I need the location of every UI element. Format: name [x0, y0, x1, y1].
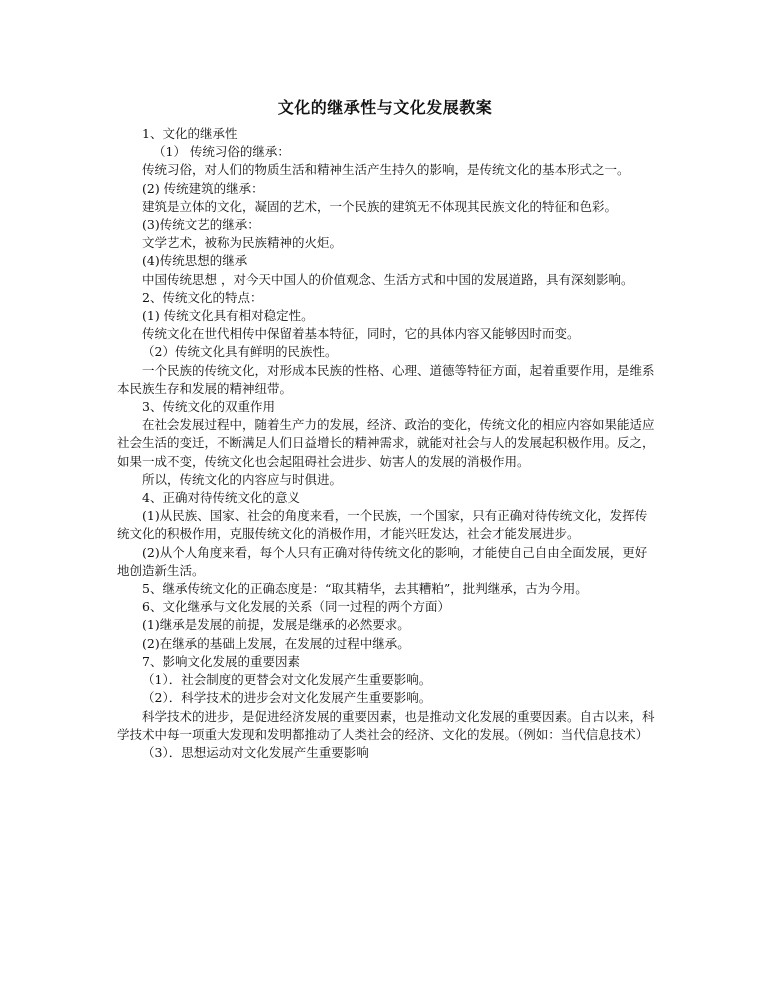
- paragraph: 4、正确对待传统文化的意义: [142, 490, 300, 506]
- paragraph: (2)在继承的基础上发展，在发展的过程中继承。: [142, 635, 410, 651]
- paragraph: 5、继承传统文化的正确态度是：“取其精华，去其糟粕”，批判继承，古为今用。: [142, 581, 588, 597]
- paragraph: 在社会发展过程中，随着生产力的发展，经济、政治的变化，传统文化的相应内容如果能适应社会生活的变迁，不断满足人们日益增长的精神需求，就能对社会与人的发展起积极作用。反之，如果一成不变，传统文化也会起阻碍社会进步、妨害人的发展的消极作用。: [117, 417, 655, 469]
- paragraph: 传统文化在世代相传中保留着基本特征，同时，它的具体内容又能够因时而变。: [142, 326, 580, 342]
- paragraph: (1)从民族、国家、社会的角度来看，一个民族，一个国家，只有正确对待传统文化，发挥传统文化的积极作用，克服传统文化的消极作用，才能兴旺发达，社会才能发展进步。: [117, 508, 648, 542]
- paragraph: 科学技术的进步，是促进经济发展的重要因素，也是推动文化发展的重要因素。自古以来，科学技术中每一项重大发现和发明都推动了人类社会的经济、文化的发展。（例如：当代信息技术）: [117, 708, 655, 742]
- paragraph: 一个民族的传统文化，对形成本民族的性格、心理、道德等特征方面，起着重要作用，是维系本民族生存和发展的精神纽带。: [117, 362, 655, 396]
- paragraph: 文学艺术，被称为民族精神的火炬。: [142, 235, 343, 251]
- paragraph: 建筑是立体的文化，凝固的艺术，一个民族的建筑无不体现其民族文化的特征和色彩。: [142, 198, 618, 214]
- document-title: 文化的继承性与文化发展教案: [277, 98, 493, 117]
- paragraph: （2）传统文化具有鲜明的民族性。: [142, 344, 338, 360]
- paragraph: (4)传统思想的继承: [142, 253, 248, 269]
- paragraph: 3、传统文化的双重作用: [142, 399, 275, 415]
- paragraph: (1)继承是发展的前提，发展是继承的必然要求。: [142, 617, 410, 633]
- paragraph: （2）．科学技术的进步会对文化发展产生重要影响。: [142, 690, 432, 706]
- document-body: [117, 125, 657, 762]
- paragraph: (1) 传统文化具有相对稳定性。: [142, 308, 314, 324]
- paragraph: 中国传统思想 ，对今天中国人的价值观念、生活方式和中国的发展道路，具有深刻影响。: [142, 271, 634, 287]
- paragraph: 6、文化继承与文化发展的关系（同一过程的两个方面）: [142, 599, 450, 615]
- paragraph: 7、影响文化发展的重要因素: [142, 653, 300, 669]
- paragraph: （3）．思想运动对文化发展产生重要影响: [142, 744, 369, 760]
- paragraph: 1、文化的继承性: [142, 126, 238, 141]
- paragraph: 传统习俗，对人们的物质生活和精神生活产生持久的影响，是传统文化的基本形式之一。: [142, 162, 630, 178]
- paragraph: 所以，传统文化的内容应与时俱进。: [142, 471, 343, 487]
- paragraph: (3)传统文艺的继承：: [142, 217, 260, 233]
- paragraph: 2、传统文化的特点：: [142, 289, 263, 305]
- paragraph: （1） 传统习俗的继承：: [153, 144, 290, 160]
- paragraph: （1）．社会制度的更替会对文化发展产生重要影响。: [142, 672, 432, 688]
- paragraph: (2)从个人角度来看，每个人只有正确对待传统文化的影响，才能使自己自由全面发展，更好地创造新生活。: [117, 544, 648, 578]
- paragraph: (2) 传统建筑的继承：: [142, 180, 264, 196]
